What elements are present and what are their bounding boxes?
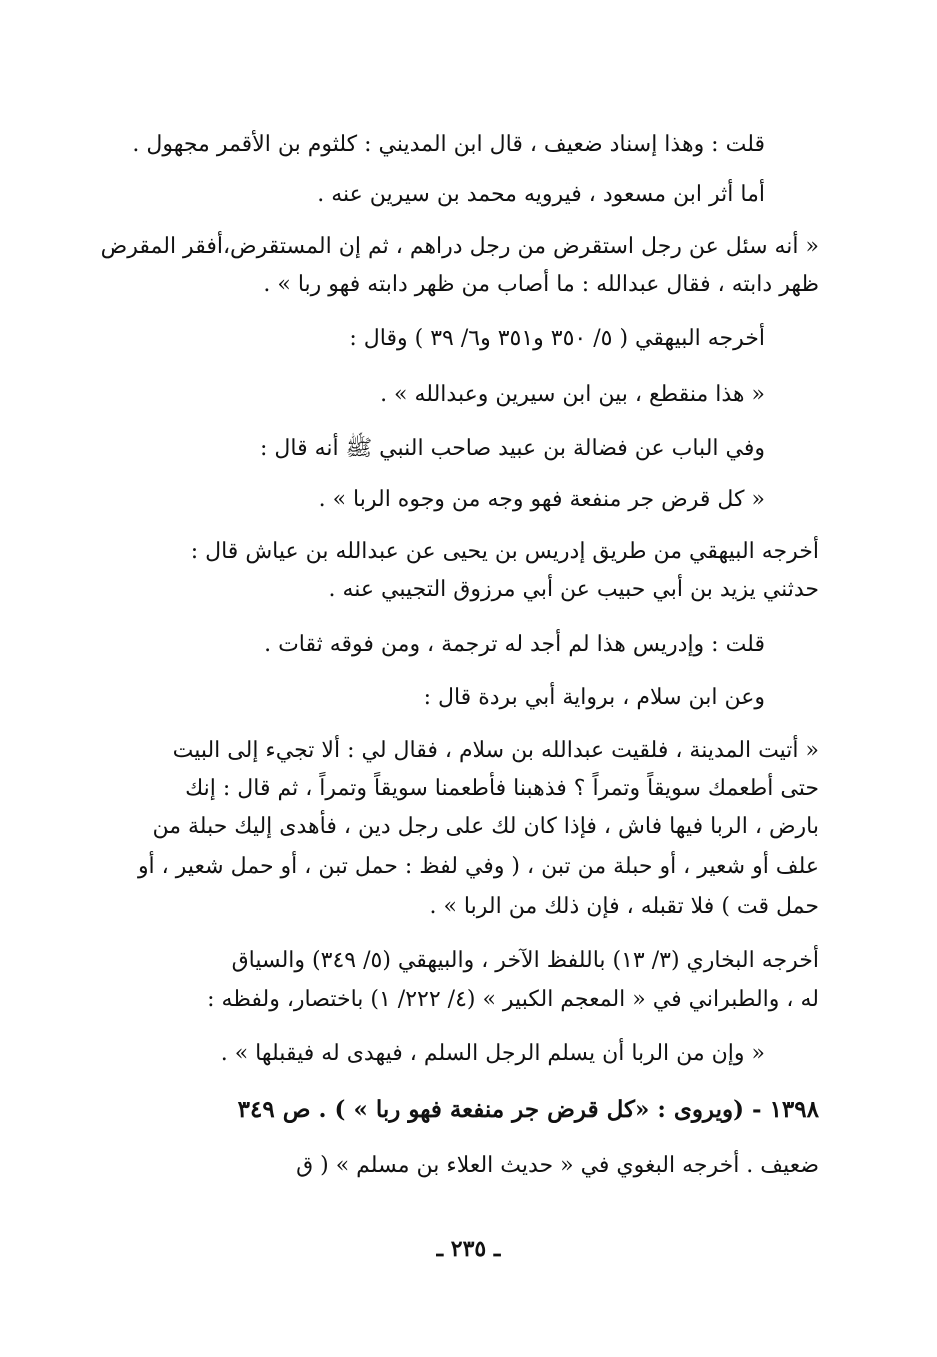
text-line: « وإن من الربا أن يسلم الرجل السلم ، فيهدى له فيقبلها » .	[220, 1041, 765, 1066]
text-line: « أنه سئل عن رجل استقرض من رجل دراهم ، ثم إن المستقرض،أفقر المقرض	[100, 234, 819, 259]
text-line: وفي الباب عن فضالة بن عبيد صاحب النبي ﷺ أنه قال :	[259, 436, 765, 461]
text-line: أما أثر ابن مسعود ، فيرويه محمد بن سيرين عنه .	[317, 182, 765, 207]
page-number: ـ ٢٣٥ ـ	[436, 1236, 501, 1262]
text-line: قلت : وإدريس هذا لم أجد له ترجمة ، ومن فوقه ثقات .	[264, 632, 765, 657]
text-line: ضعيف . أخرجه البغوي في « حديث العلاء بن مسلم » ( ق	[296, 1153, 819, 1178]
text-line: ظهر دابته ، فقال عبدالله : ما أصاب من ظهر دابته فهو ربا » .	[263, 272, 819, 297]
text-line: له ، والطبراني في « المعجم الكبير » (٤/ ٢٢٢/ ١) باختصار، ولفظه :	[207, 987, 819, 1012]
text-line: « هذا منقطع ، بين ابن سيرين وعبدالله » .	[380, 382, 765, 407]
text-line: علف أو شعير ، أو حبلة من تبن ، ( وفي لفظ : حمل تبن ، أو حمل شعير ، أو	[137, 854, 819, 879]
text-line: أخرجه البخاري (٣/ ١٣) باللفظ الآخر ، والبيهقي (٥/ ٣٤٩) والسياق	[231, 948, 819, 973]
text-line: وعن ابن سلام ، برواية أبي بردة قال :	[423, 685, 765, 710]
text-line: حدثني يزيد بن أبي حبيب عن أبي مرزوق التجيبي عنه .	[328, 577, 819, 602]
text-line: « كل قرض جر منفعة فهو وجه من وجوه الربا » .	[318, 487, 765, 512]
text-line: بارض ، الربا فيها فاش ، فإذا كان لك على رجل دين ، فأهدى إليك حبلة من	[152, 814, 819, 839]
text-line: حتى أطعمك سويقاً وتمراً ؟ فذهبنا فأطعمنا سويقاً وتمراً ، ثم قال : إنك	[185, 776, 819, 801]
text-line: « أتيت المدينة ، فلقيت عبدالله بن سلام ، فقال لي : ألا تجيء إلى البيت	[172, 738, 819, 763]
hadith-heading: ١٣٩٨ - (ويروى : «كل قرض جر منفعة فهو ربا » ) . ص ٣٤٩	[237, 1096, 819, 1123]
text-line: قلت : وهذا إسناد ضعيف ، قال ابن المديني : كلثوم بن الأقمر مجهول .	[132, 132, 765, 157]
text-line: أخرجه البيهقي ( ٥/ ٣٥٠ و٣٥١ و٦/ ٣٩ ) وقال :	[349, 326, 765, 351]
text-line: حمل قت ) فلا تقبله ، فإن ذلك من الربا » .	[429, 894, 819, 919]
text-line: أخرجه البيهقي من طريق إدريس بن يحيى عن عبدالله بن عياش قال :	[190, 539, 819, 564]
